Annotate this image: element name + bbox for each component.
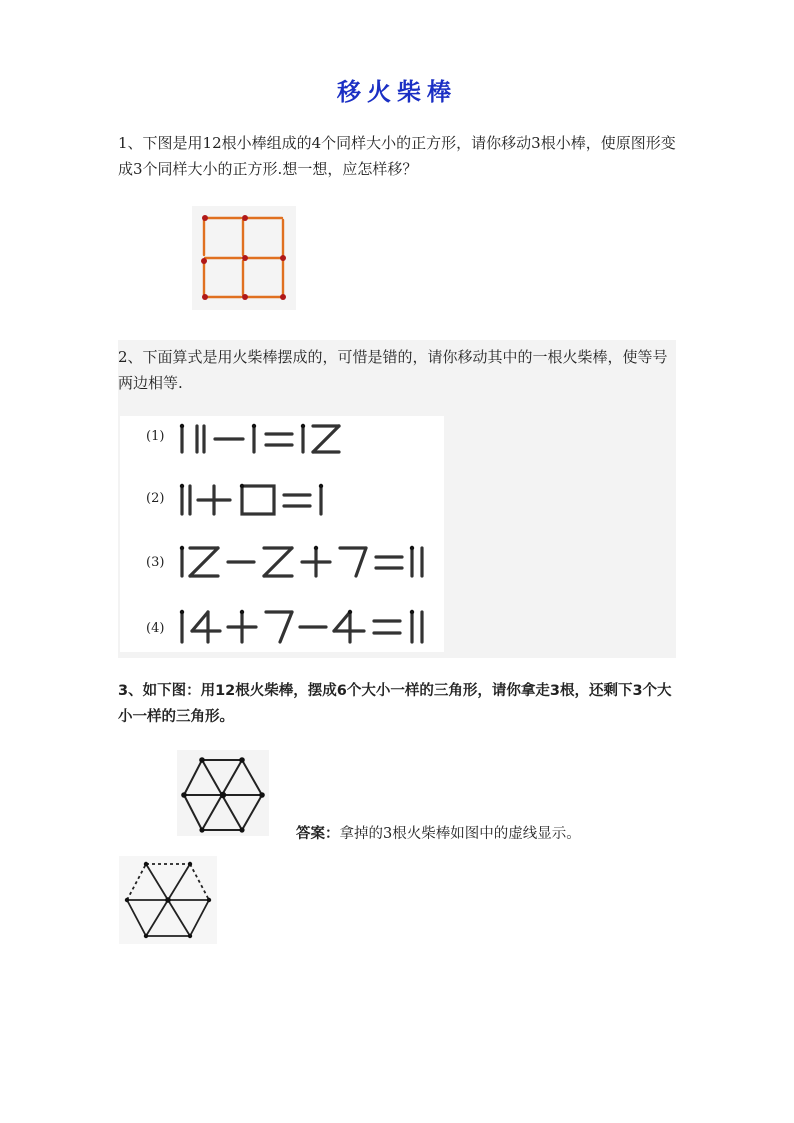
- equation-2-label: (2): [146, 491, 165, 506]
- equation-4-label: (4): [146, 621, 165, 636]
- answer-text: 拿掉的3根火柴棒如图中的虚线显示。: [339, 826, 581, 842]
- hexagon-triangles-figure: [177, 750, 269, 836]
- question-1-text: 1、下图是用12根小棒组成的4个同样大小的正方形，请你移动3根小棒，使原图形变成3个同样大小的正方形.想一想，应怎样移？: [118, 134, 676, 178]
- equation-1: [182, 426, 339, 452]
- answer-line: [296, 822, 581, 843]
- equation-4: [182, 612, 422, 642]
- equation-3: [182, 548, 422, 576]
- question-3-text: 3、如下图：用12根火柴棒，摆成6个大小一样的三角形，请你拿走3根，还剩下3个大小一样的三角形。: [118, 683, 672, 725]
- question-2-text: 2、下面算式是用火柴棒摆成的，可惜是错的，请你移动其中的一根火柴棒，使等号两边相等.: [118, 348, 668, 392]
- page-title: 移火柴棒: [337, 77, 457, 106]
- match-equations-drawing: [120, 416, 444, 652]
- equation-2: [182, 486, 321, 514]
- four-squares-figure: [192, 206, 296, 310]
- equation-3-label: (3): [146, 555, 165, 570]
- answer-label: 答案：: [296, 826, 340, 842]
- equation-1-label: (1): [146, 429, 165, 444]
- answer-hexagon-figure: [119, 856, 217, 944]
